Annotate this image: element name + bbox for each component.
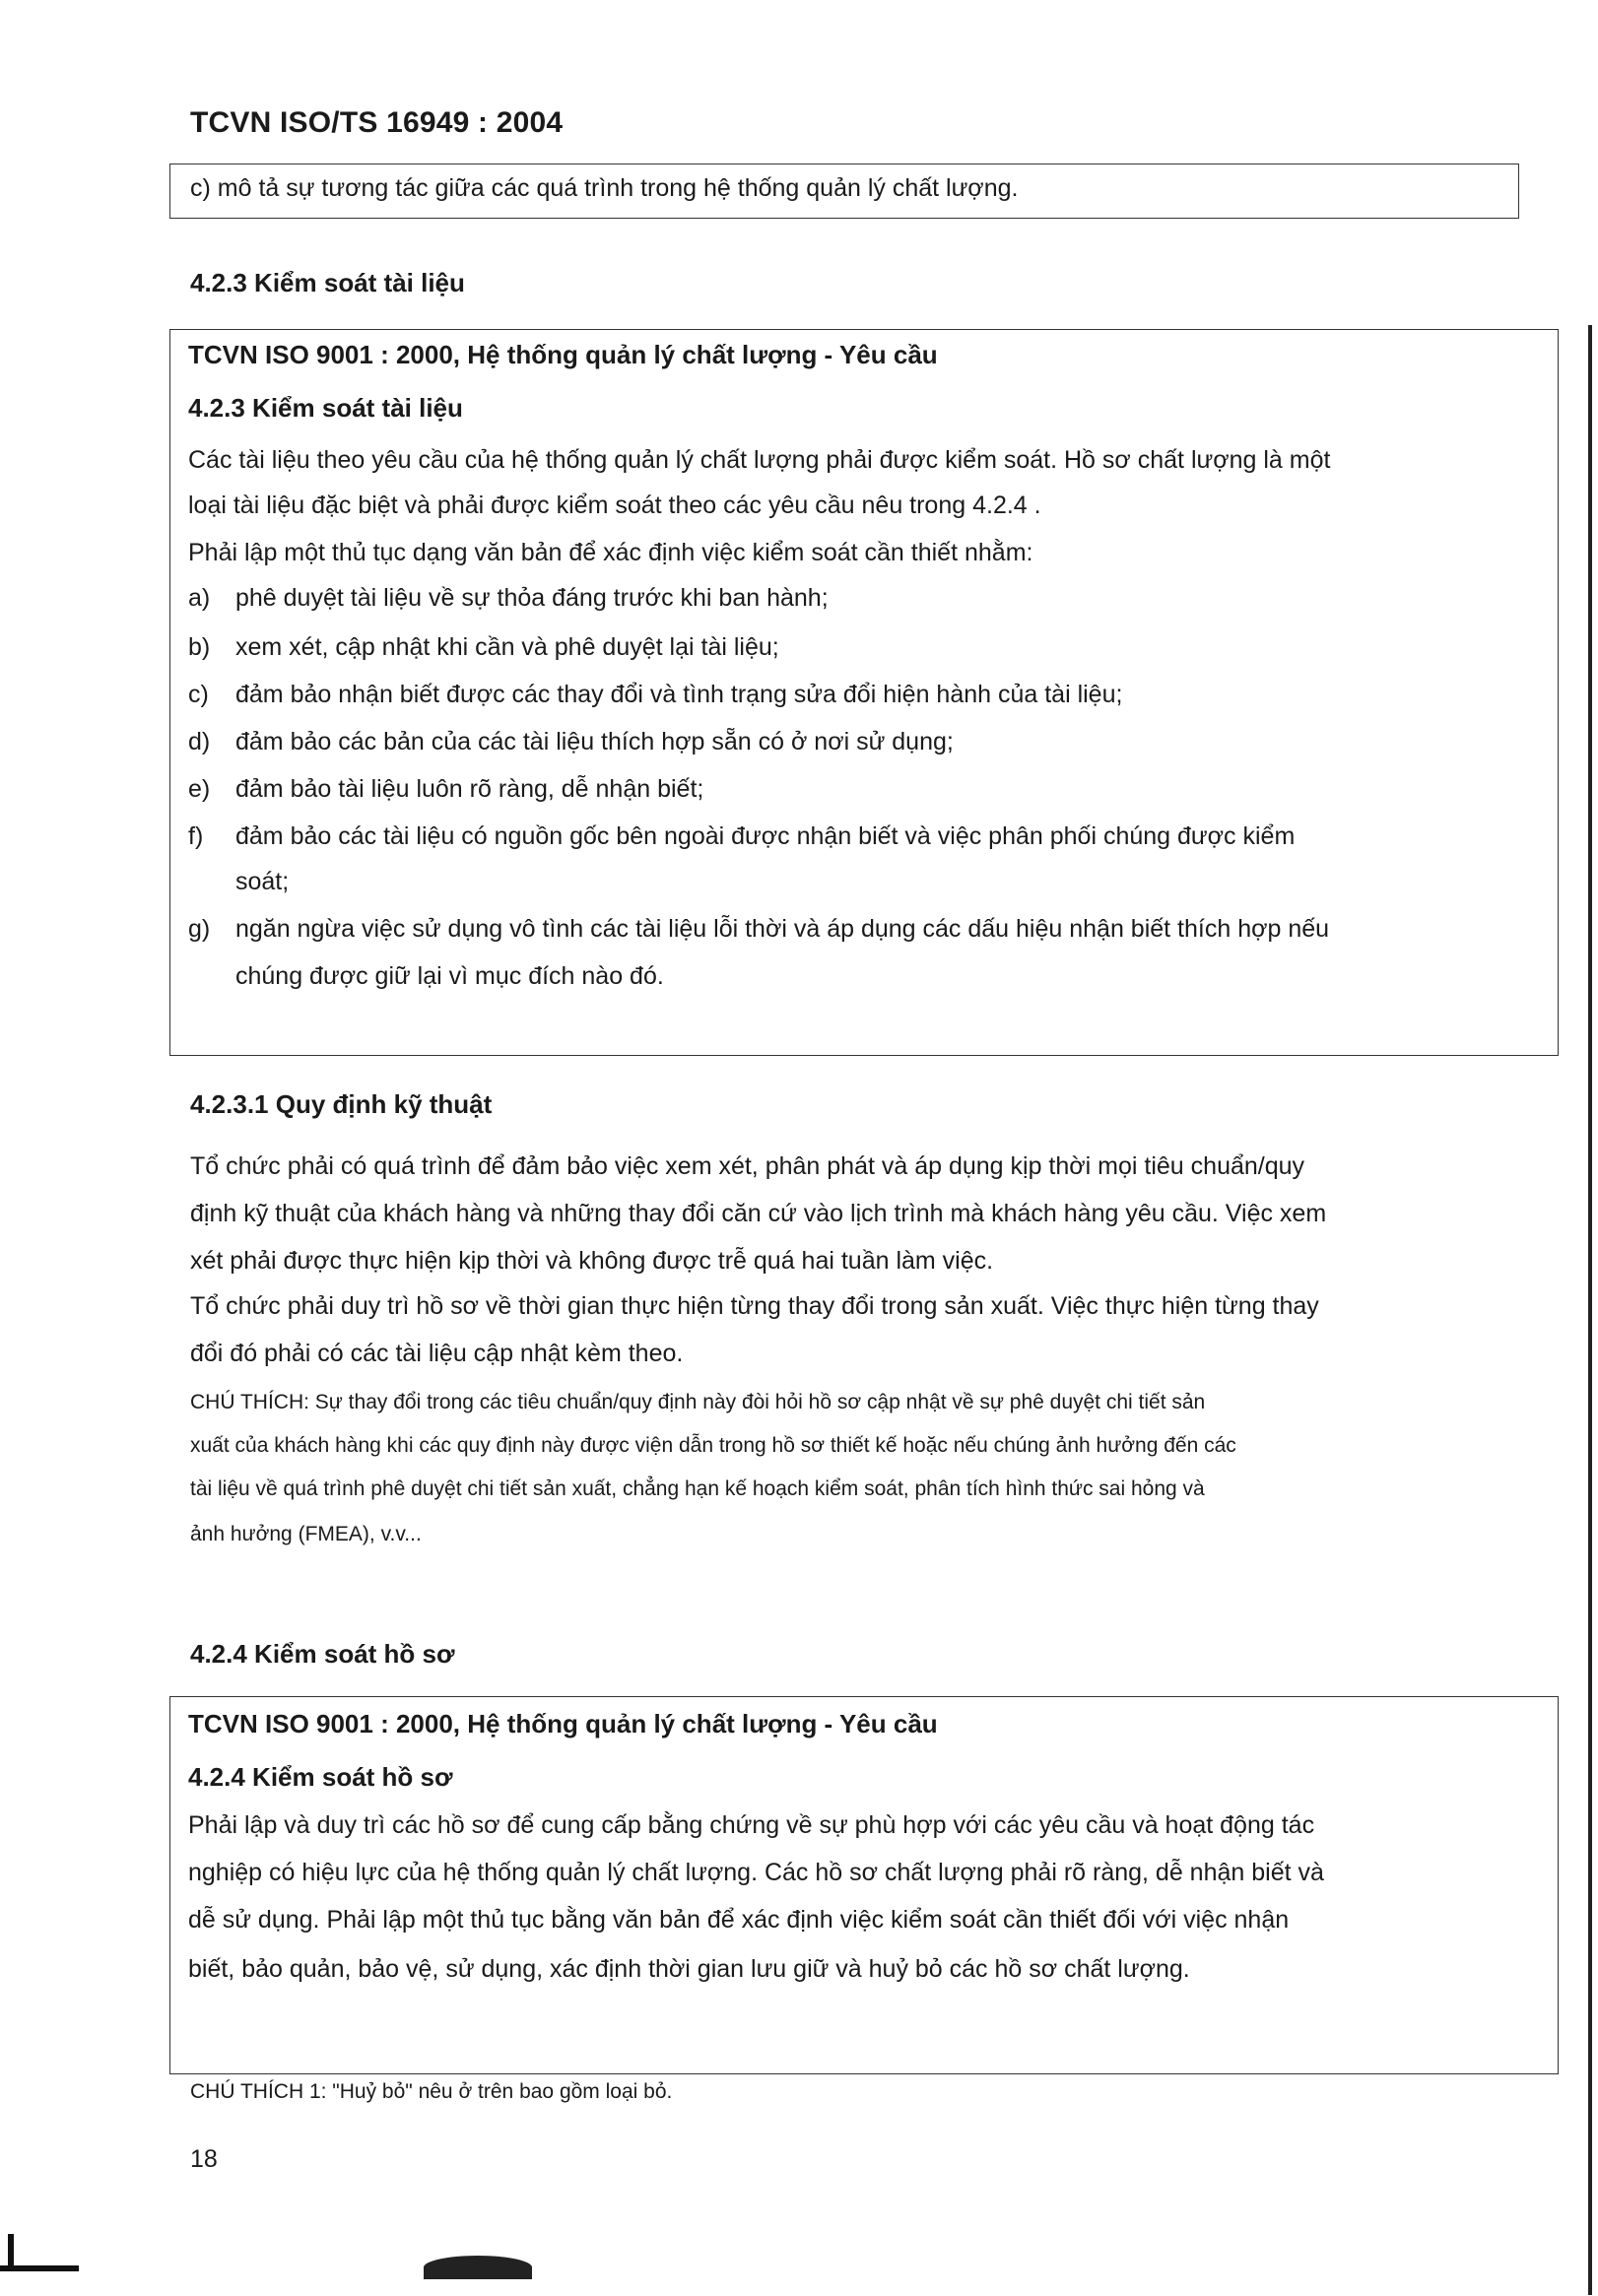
section-4-2-3-heading: 4.2.3 Kiểm soát tài liệu [190,268,465,297]
list-text: ngăn ngừa việc sử dụng vô tình các tài liệu lỗi thời và áp dụng các dấu hiệu nhận biết thích hợp nếu [235,915,1330,943]
top-box-line: c) mô tả sự tương tác giữa các quá trình trong hệ thống quản lý chất lượng. [190,174,1019,202]
list-text: đảm bảo tài liệu luôn rõ ràng, dễ nhận biết; [235,775,704,803]
list-text: chúng được giữ lại vì mục đích nào đó. [235,962,664,990]
section-4-2-3-1-paragraph-line: đổi đó phải có các tài liệu cập nhật kèm theo. [190,1340,684,1367]
box2-title: TCVN ISO 9001 : 2000, Hệ thống quản lý chất lượng - Yêu cầu [188,1709,938,1738]
list-marker: c) [188,681,209,708]
note-line: ảnh hưởng (FMEA), v.v... [190,1523,422,1545]
box2-paragraph-line: nghiệp có hiệu lực của hệ thống quản lý chất lượng. Các hồ sơ chất lượng phải rõ ràng, dễ nhận biết và [188,1859,1324,1886]
page-number: 18 [190,2145,218,2173]
box1-paragraph-line: Phải lập một thủ tục dạng văn bản để xác định việc kiểm soát cần thiết nhằm: [188,539,1033,566]
list-text: đảm bảo các tài liệu có nguồn gốc bên ngoài được nhận biết và việc phân phối chúng được kiểm [235,822,1296,850]
scan-edge-right [1588,325,1592,2295]
list-marker: a) [188,584,211,612]
box1-paragraph-line: loại tài liệu đặc biệt và phải được kiểm soát theo các yêu cầu nêu trong 4.2.4 . [188,492,1041,519]
section-4-2-3-1-paragraph-line: xét phải được thực hiện kịp thời và không được trễ quá hai tuần làm việc. [190,1247,994,1275]
note-line: tài liệu về quá trình phê duyệt chi tiết sản xuất, chẳng hạn kế hoạch kiểm soát, phân tích hình thức sai hỏng và [190,1477,1205,1500]
iso-9001-4-2-3-box [169,329,1559,1056]
section-4-2-3-1-paragraph-line: định kỹ thuật của khách hàng và những thay đổi căn cứ vào lịch trình mà khách hàng yêu cầu. Việc xem [190,1200,1327,1227]
list-text: phê duyệt tài liệu về sự thỏa đáng trước khi ban hành; [235,584,829,612]
list-marker: g) [188,915,211,943]
note-line: xuất của khách hàng khi các quy định này được viện dẫn trong hồ sơ thiết kế hoặc nếu chúng ảnh hưởng đến các [190,1434,1236,1457]
document-header: TCVN ISO/TS 16949 : 2004 [190,106,564,139]
box2-paragraph-line: Phải lập và duy trì các hồ sơ để cung cấp bằng chứng về sự phù hợp với các yêu cầu và hoạt động tác [188,1811,1315,1839]
list-marker: f) [188,822,204,850]
list-text: soát; [235,868,290,895]
section-4-2-4-heading: 4.2.4 Kiểm soát hồ sơ [190,1639,455,1669]
section-4-2-3-1-heading: 4.2.3.1 Quy định kỹ thuật [190,1089,493,1119]
box1-subtitle: 4.2.3 Kiểm soát tài liệu [188,393,463,423]
section-4-2-3-1-paragraph-line: Tổ chức phải có quá trình để đảm bảo việc xem xét, phân phát và áp dụng kịp thời mọi tiêu chuẩn/quy [190,1152,1305,1180]
list-text: đảm bảo các bản của các tài liệu thích hợp sẵn có ở nơi sử dụng; [235,728,954,755]
scan-smudge [424,2256,532,2279]
section-4-2-3-1-paragraph-line: Tổ chức phải duy trì hồ sơ về thời gian thực hiện từng thay đổi trong sản xuất. Việc thực hiện từng thay [190,1292,1319,1320]
note-line: CHÚ THÍCH: Sự thay đổi trong các tiêu chuẩn/quy định này đòi hỏi hồ sơ cập nhật về sự phê duyệt chi tiết sản [190,1391,1206,1413]
box2-subtitle: 4.2.4 Kiểm soát hồ sơ [188,1762,453,1792]
box1-paragraph-line: Các tài liệu theo yêu cầu của hệ thống quản lý chất lượng phải được kiểm soát. Hồ sơ chất lượng là một [188,446,1331,474]
list-text: xem xét, cập nhật khi cần và phê duyệt lại tài liệu; [235,633,779,661]
box2-paragraph-line: dễ sử dụng. Phải lập một thủ tục bằng văn bản để xác định việc kiểm soát cần thiết đối với việc nhận [188,1906,1290,1934]
list-text: đảm bảo nhận biết được các thay đổi và tình trạng sửa đổi hiện hành của tài liệu; [235,681,1123,708]
list-marker: e) [188,775,211,803]
scan-edge-bottom-left-vertical [8,2234,14,2271]
top-continuation-box [169,164,1519,219]
note-1: CHÚ THÍCH 1: "Huỷ bỏ" nêu ở trên bao gồm loại bỏ. [190,2080,673,2103]
list-marker: b) [188,633,211,661]
box1-title: TCVN ISO 9001 : 2000, Hệ thống quản lý chất lượng - Yêu cầu [188,340,938,369]
iso-9001-4-2-4-box [169,1696,1559,2074]
box2-paragraph-line: biết, bảo quản, bảo vệ, sử dụng, xác định thời gian lưu giữ và huỷ bỏ các hồ sơ chất lượng. [188,1955,1190,1983]
list-marker: d) [188,728,211,755]
